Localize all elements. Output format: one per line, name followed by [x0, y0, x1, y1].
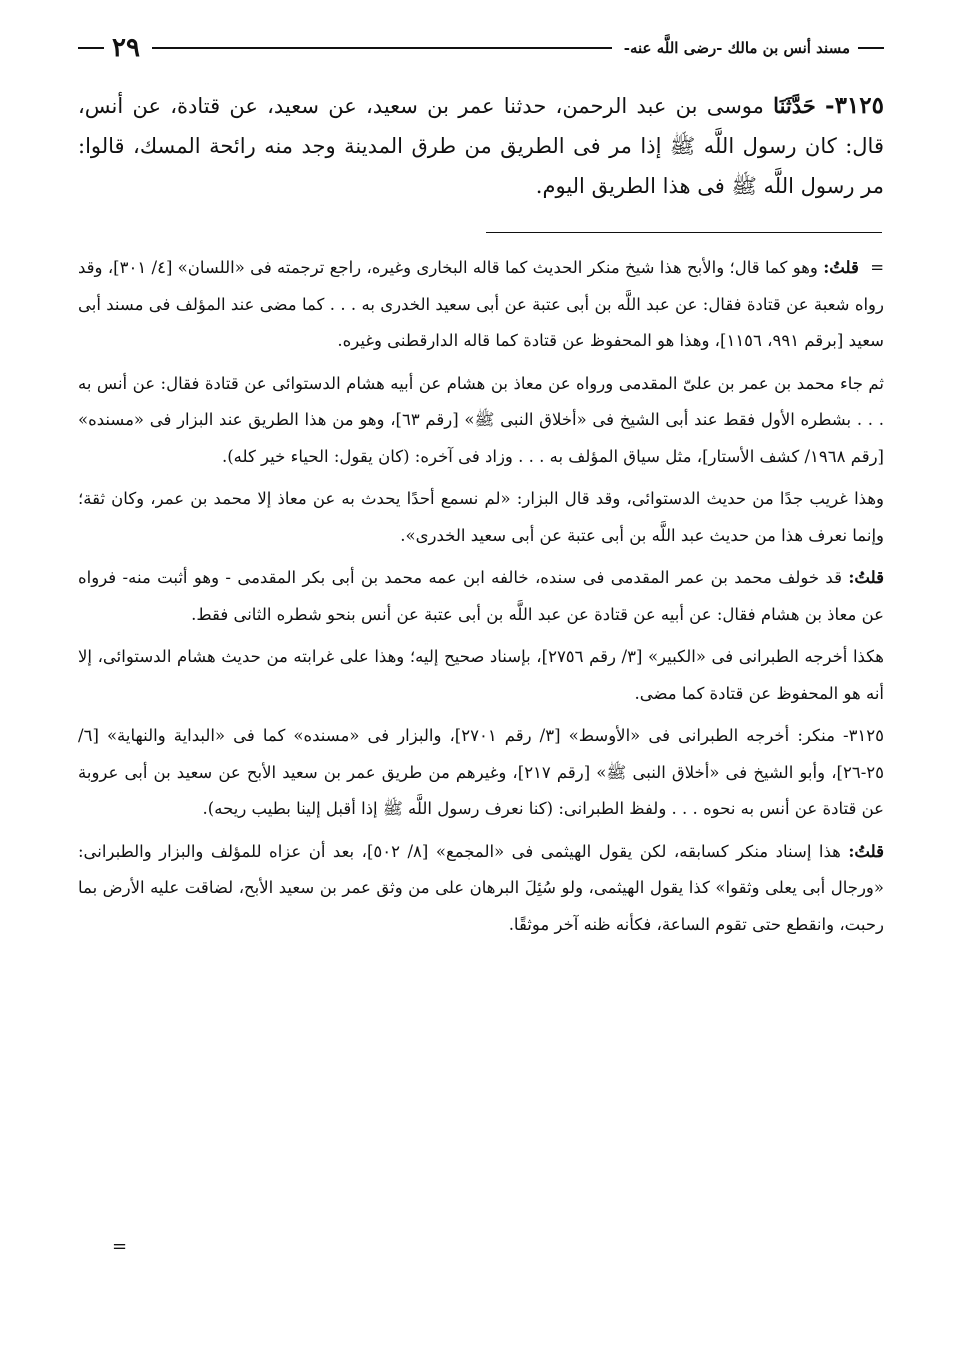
- header-rule: [152, 47, 612, 49]
- note-paragraph: [78, 560, 884, 633]
- note-paragraph: [78, 366, 884, 476]
- note-text: هكذا أخرجه الطبرانى فى «الكبير» [٣/ رقم ٢٧٥٦]، بإسناد صحيح إليه؛ وهذا على غرابته من حديث هشام الدستوائى، إلا أنه هو المحفوظ عن قتادة كما مضى.: [78, 647, 885, 703]
- note-paragraph: [78, 250, 884, 360]
- note-label: قلتُ:: [823, 258, 859, 277]
- footnote-separator: [486, 232, 882, 233]
- note-text: ثم جاء محمد بن عمر بن علىّ المقدمى ورواه عن معاذ بن هشام عن أبيه هشام الدستوائى عن قتادة فقال: عن أنس به . . . بشطره الأول فقط عند أبى الشيخ فى «أخلاق النبى ﷺ» [رقم ٦٣]، وهو من هذا الطريق عند البزار فى «مسنده» [رقم ١٩٦٨/ كشف الأستار]، مثل سياق المؤلف به . . . وزاد فى آخره: (كان يقول: الحياء خير كله).: [78, 373, 884, 466]
- note-text: هذا إسناد منكر كسابقه، لكن يقول الهيثمى فى «المجمع» [٨/ ٥٠٢]، بعد أن عزاه للمؤلف والبزار والطبرانى: «ورجال أبى يعلى وثقوا» كذا يقول الهيثمى، ولو سُئِلَ البرهان على من وثق عمر بن سعيد الأبح، لضاقت عليه الأرض بما رحبت، وانقطع حتى تقوم الساعة، فكأنه ظنه آخر موثقًا.: [78, 841, 884, 934]
- note-text: أخرجه الطبرانى فى «الأوسط» [٣/ رقم ٢٧٠١]، والبزار فى «مسنده» كما فى «البداية والنهاية» [٦/ ٢٥-٢٦]، وأبو الشيخ فى «أخلاق النبى ﷺ» [رقم ٢١٧]، وغيرهم من طريق عمر بن سعيد الأبح عن سعيد بن أبى عروبة عن قتادة عن أنس به نحوه . . . ولفظ الطبرانى: (كنا نعرف رسول اللَّه ﷺ إذا أقبل إلينا بطيب ريحه).: [78, 726, 885, 818]
- running-title: مسند أنس بن مالك -رضى اللَّه عنه-: [623, 39, 850, 57]
- hadith-lead-word: حَدَّثَنَا: [773, 93, 816, 118]
- continuation-mark: =: [870, 258, 885, 277]
- note-paragraph: [78, 718, 884, 828]
- note-label: ٣١٢٥- منكر:: [797, 726, 885, 745]
- header-dash-right: [858, 47, 884, 49]
- note-label: قلتُ:: [848, 841, 884, 861]
- note-text: وهذا غريب جدًا من حديث الدستوائى، وقد قال البزار: «لم نسمع أحدًا يحدث به عن معاذ إلا محمد بن عمر، وكان ثقة؛ وإنما نعرف هذا من حديث عبد اللَّه بن أبى عتبة عن أبى سعيد الخدرى».: [78, 489, 884, 545]
- hadith-text: [78, 86, 884, 206]
- note-paragraph: [78, 834, 884, 944]
- note-paragraph: [78, 639, 884, 712]
- hadith-number: ٣١٢٥-: [825, 92, 884, 119]
- note-paragraph: [78, 481, 884, 554]
- page-header: [78, 30, 884, 66]
- note-label: قلتُ:: [848, 568, 884, 587]
- commentary: [78, 250, 884, 949]
- header-dash-left: [78, 47, 104, 49]
- note-text: وهو كما قال؛ والأبح هذا شيخ منكر الحديث كما قاله البخارى وغيره، راجع ترجمته فى «اللسان» [٤/ ٣٠١]، وقد رواه شعبة عن قتادة فقال: عن عبد اللَّه بن أبى عتبة عن أبى سعيد الخدرى به . . . كما مضى عند المؤلف فى مسند أبى سعيد [برقم ٩٩١، ١١٥٦]، وهذا هو المحفوظ عن قتادة كما قاله الدارقطنى وغيره.: [78, 258, 884, 350]
- note-text: قد خولف محمد بن عمر المقدمى فى سنده، خالفه ابن عمه محمد بن أبى بكر المقدمى - وهو أثبت منه- فرواه عن معاذ بن هشام فقال: عن أبيه عن قتادة عن عبد اللَّه بن أبى عتبة عن أنس بنحو شطره الثانى فقط.: [78, 568, 884, 624]
- page-number: ٢٩: [112, 33, 140, 63]
- continuation-mark-end: =: [112, 1236, 128, 1257]
- hadith-body: موسى بن عبد الرحمن، حدثنا عمر بن سعيد، عن سعيد، عن قتادة، عن أنس، قال: كان رسول اللَّه ﷺ إذا مر فى الطريق من طرق المدينة وجد منه رائحة المسك، قالوا: مر رسول اللَّه ﷺ فى هذا الطريق اليوم.: [78, 94, 884, 198]
